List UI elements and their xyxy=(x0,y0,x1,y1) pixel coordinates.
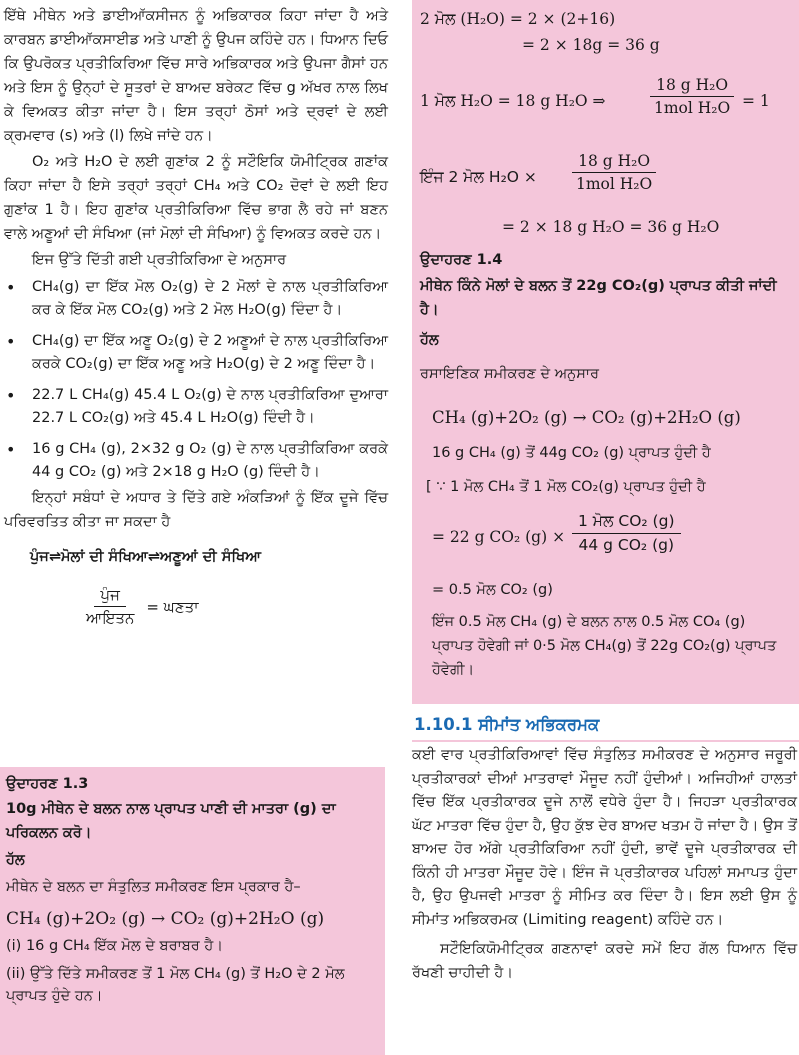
solution-intro: ਮੀਥੇਨ ਦੇ ਬਲਨ ਦਾ ਸੰਤੁਲਿਤ ਸਮੀਕਰਣ ਇਸ ਪ੍ਰਕਾਰ ਹੈ– xyxy=(6,879,301,895)
list-item: • CH₄(g) ਦਾ ਇੱਕ ਅਣੂ O₂(g) ਦੇ 2 ਅਣੂਆਂ ਦੇ ਨਾਲ ਪ੍ਰਤੀਕਿਰਿਆ ਕਰਕੇ CO₂(g) ਦਾ ਇੱਕ ਅਣੂ ਅਤੇ H₂O(g) ਦੇ 2 ਅਣੂ ਦਿੰਦਾ ਹੈ। xyxy=(6,332,388,372)
paragraph-stoichiometric-coefficients: O₂ ਅਤੇ H₂O ਦੇ ਲਈ ਗੁਣਾਂਕ 2 ਨੂੰ ਸਟੌਇਕਿ ਯੋਮੀਟ੍ਰਿਕ ਗਣਾਂਕ ਕਿਹਾ ਜਾਂਦਾ ਹੈ ਇਸੇ ਤਰ੍ਹਾਂ ਤਰ੍ਹਾਂ CH₄ ਅਤੇ CO₂ ਦੋਵਾਂ ਦੇ ਲਈ ਇਹ ਗੁਣਾਂਕ 1 ਹੈ। ਇਹ ਗੁਣਾਂਕ ਪ੍ਰਤੀਕਿਰਿਆ ਵਿੱਚ ਭਾਗ ਲੈ ਰਹੇ ਜਾਂ ਬਣਨ ਵਾਲੇ ਅਣੂਆਂ ਦੀ ਸੰਖਿਆ (ਜਾਂ ਮੋਲਾਂ ਦੀ ਸੰਖਿਆ) ਨੂੰ ਵਿਅਕਤ ਕਰਦੇ ਹਨ। xyxy=(4,154,388,242)
example-title: ਉਦਾਹਰਣ 1.3 xyxy=(6,776,89,792)
math-line: = 22 g CO₂ (g) × xyxy=(432,528,566,546)
math-line: [ ∵ 1 ਮੋਲ CH₄ ਤੋਂ 1 ਮੋਲ CO₂(g) ਪ੍ਰਾਪਤ ਹੁੰਦੀ ਹੈ xyxy=(426,479,706,495)
example-conclusion: ਇੰਜ 0.5 ਮੋਲ CH₄ (g) ਦੇ ਬਲਨ ਨਾਲ 0.5 ਮੋਲ CO₄ (g) ਪ੍ਰਾਪਤ ਹੋਵੇਗੀ ਜਾਂ 0·5 ਮੋਲ CH₄(g) ਤੋਂ 22g CO₂(g) ਪ੍ਰਾਪਤ ਹੋਵੇਗੀ। xyxy=(432,614,777,678)
density-formula xyxy=(80,586,392,627)
example-question: ਮੀਥੇਨ ਕਿੰਨੇ ਮੋਲਾਂ ਦੇ ਬਲਨ ਤੋਂ 22g CO₂(g) ਪ੍ਰਾਪਤ ਕੀਤੀ ਜਾਂਦੀ ਹੈ। xyxy=(420,278,777,318)
math-line: = 0.5 ਮੋਲ CO₂ (g) xyxy=(432,582,553,598)
list-item: • CH₄(g) ਦਾ ਇੱਕ ਮੋਲ O₂(g) ਦੇ 2 ਮੋਲਾਂ ਦੇ ਨਾਲ ਪ੍ਰਤੀਕਿਰਿਆ ਕਰ ਕੇ ਇੱਕ ਮੋਲ CO₂(g) ਅਤੇ 2 ਮੋਲ H₂O(g) ਦਿੰਦਾ ਹੈ। xyxy=(6,278,388,318)
section-heading: 1.10.1 ਸੀਮਾਂਤ ਅਭਿਕਰਮਕ xyxy=(414,715,600,734)
bullet-icon: • xyxy=(6,278,16,297)
solution-intro: ਰਸਾਇਣਿਕ ਸਮੀਕਰਣ ਦੇ ਅਨੁਸਾਰ xyxy=(420,366,600,382)
math-line: 1 ਮੋਲ H₂O = 18 g H₂O ⇒ xyxy=(420,92,606,110)
list-item: • 22.7 L CH₄(g) 45.4 L O₂(g) ਦੇ ਨਾਲ ਪ੍ਰਤੀਕਿਰਿਆ ਦੁਆਰਾ 22.7 L CO₂(g) ਅਤੇ 45.4 L H₂O(g) ਦਿੰਦੀ ਹੈ। xyxy=(6,386,388,426)
paragraph-reactants-products: ਇੱਥੇ ਮੀਥੇਨ ਅਤੇ ਡਾਈਆੱਕਸੀਜਨ ਨੂੰ ਅਭਿਕਾਰਕ ਕਿਹਾ ਜਾਂਦਾ ਹੈ ਅਤੇ ਕਾਰਬਨ ਡਾਈਆੱਕਸਾਈਡ ਅਤੇ ਪਾਣੀ ਨੂੰ ਉਪਜ ਕਹਿੰਦੇ ਹਨ। ਧਿਆਨ ਦਿਓ ਕਿ ਉਪਰੋਕਤ ਪ੍ਰਤੀਕਿਰਿਆ ਵਿੱਚ ਸਾਰੇ ਅਭਿਕਾਰਕ ਅਤੇ ਉਪਜਾ ਗੈਸਾਂ ਹਨ ਅਤੇ ਇਸ ਨੂੰ ਉਨ੍ਹਾਂ ਦੇ ਸੂਤਰਾਂ ਦੇ ਬਾਅਦ ਬਰੇਕਟ ਵਿੱਚ g ਅੱਖਰ ਨਾਲ ਲਿਖ ਕੇ ਵਿਅਕਤ ਕੀਤਾ ਜਾਂਦਾ ਹੈ। ਇਸ ਤਰ੍ਹਾਂ ਠੋਸਾਂ ਅਤੇ ਦ੍ਰਵਾਂ ਦੇ ਲਈ ਕ੍ਰਮਵਾਰ (s) ਅਤੇ (l) ਲਿਖੇ ਜਾਂਦੇ ਹਨ। xyxy=(4,8,388,144)
solution-step: (i) 16 g CH₄ ਇੱਕ ਮੋਲ ਦੇ ਬਰਾਬਰ ਹੈ। xyxy=(6,938,224,954)
paragraph-stoichiometry-note: ਸਟੌਇਕਿਯੋਮੀਟ੍ਰਿਕ ਗਣਨਾਵਾਂ ਕਰਦੇ ਸਮੇਂ ਇਹ ਗੱਲ ਧਿਆਨ ਵਿੱਚ ਰੱਖਣੀ ਚਾਹੀਦੀ ਹੈ। xyxy=(412,941,797,981)
math-line: 16 g CH₄ (g) ਤੋਂ 44g CO₂ (g) ਪ੍ਰਾਪਤ ਹੁੰਦੀ ਹੈ xyxy=(432,445,711,461)
combustion-equation: CH₄ (g)+2O₂ (g) → CO₂ (g)+2H₂O (g) xyxy=(6,909,325,929)
density-denominator: ਆਇਤਨ xyxy=(86,609,135,627)
bullet-icon: • xyxy=(6,440,16,459)
paragraph-conversion: ਇਨ੍ਹਾਂ ਸਬੰਧਾਂ ਦੇ ਅਧਾਰ ਤੇ ਦਿੱਤੇ ਗਏ ਅੰਕੜਿਆਂ ਨੂੰ ਇੱਕ ਦੂਜੇ ਵਿੱਚ ਪਰਿਵਰਤਿਤ ਕੀਤਾ ਜਾ ਸਕਦਾ ਹੈ xyxy=(4,490,388,530)
math-line: = 2 × 18g = 36 g xyxy=(522,36,660,54)
combustion-equation: CH₄ (g)+2O₂ (g) → CO₂ (g)+2H₂O (g) xyxy=(432,408,741,427)
density-result: = ਘਣਤਾ xyxy=(146,597,199,616)
left-column xyxy=(0,0,392,627)
section-body xyxy=(412,744,797,985)
list-item: • 16 g CH₄ (g), 2×32 g O₂ (g) ਦੇ ਨਾਲ ਪ੍ਰਤੀਕਿਰਿਆ ਕਰਕੇ 44 g CO₂ (g) ਅਤੇ 2×18 g H₂O (g) ਦਿੰਦੀ ਹੈ। xyxy=(6,440,388,480)
example-title: ਉਦਾਹਰਣ 1.4 xyxy=(420,252,503,268)
example-1-4-box xyxy=(412,0,799,704)
paragraph-limiting-reagent: ਕਈ ਵਾਰ ਪ੍ਰਤੀਕਿਰਿਆਵਾਂ ਵਿੱਚ ਸੰਤੁਲਿਤ ਸਮੀਕਰਣ ਦੇ ਅਨੁਸਾਰ ਜਰੂਰੀ ਪ੍ਰਤੀਕਾਰਕਾਂ ਦੀਆਂ ਮਾਤਰਾਵਾਂ ਮੌਜੂਦ ਨਹੀਂ ਹੁੰਦੀਆਂ। ਅਜਿਹੀਆਂ ਹਾਲਤਾਂ ਵਿੱਚ ਇੱਕ ਪ੍ਰਤੀਕਾਰਕ ਦੂਜੇ ਨਾਲੋਂ ਵਧੇਰੇ ਹੁੰਦਾ ਹੈ। ਜਿਹੜਾ ਪ੍ਰਤੀਕਾਰਕ ਘੱਟ ਮਾਤਰਾ ਵਿੱਚ ਹੁੰਦਾ ਹੈ, ਉਹ ਕੁੱਝ ਦੇਰ ਬਾਅਦ ਖਤਮ ਹੋ ਜਾਂਦਾ ਹੈ। ਉਸ ਤੋਂ ਬਾਅਦ ਹੋਰ ਅੱਗੇ ਪ੍ਰਤੀਕਿਰਿਆ ਨਹੀਂ ਹੁੰਦੀ, ਭਾਵੇਂ ਦੂਜੇ ਪ੍ਰਤੀਕਾਰਕ ਦੀ ਕਿੰਨੀ ਹੀ ਮਾਤਰਾ ਮੌਜੂਦ ਹੋਵੇ। ਇੰਜ ਜੋ ਪ੍ਰਤੀਕਾਰਕ ਪਹਿਲਾਂ ਸਮਾਪਤ ਹੁੰਦਾ ਹੈ, ਉਹ ਉਪਜਵੀ ਮਾਤਰਾ ਨੂੰ ਸੀਮਿਤ ਕਰ ਦਿੰਦਾ ਹੈ। ਇਸ ਲਈ ਉਸ ਨੂੰ ਸੀਮਾਂਤ ਅਭਿਕਰਮਕ (Limiting reagent) ਕਹਿੰਦੇ ਹਨ। xyxy=(412,747,797,928)
paragraph-according-to-reaction: ਇਜ ਉੱਤੇ ਦਿੱਤੀ ਗਈ ਪ੍ਰਤੀਕਿਰਿਆ ਦੇ ਅਨੁਸਾਰ xyxy=(32,252,287,268)
bullet-icon: • xyxy=(6,386,16,405)
density-numerator: ਪੁੰਜ xyxy=(94,586,125,607)
bullet-list xyxy=(0,276,392,484)
solution-steps xyxy=(6,935,379,1007)
bullet-icon: • xyxy=(6,332,16,351)
math-line: 2 ਮੋਲ (H₂O) = 2 × (2+16) xyxy=(420,10,616,28)
solution-label: ਹੱਲ xyxy=(420,332,439,348)
fraction: $\frac{\text{18 g H₂O}}{\text{1mol H₂O}}$ xyxy=(648,76,736,117)
fraction: $\frac{\text{1 ਮੋਲ CO₂ (g)}}{\text{44 g CO₂ (g)}}$ xyxy=(572,512,681,554)
fraction: $\frac{\text{18 g H₂O}}{\text{1mol H₂O}}$ xyxy=(570,152,658,193)
example-question: 10g ਮੀਥੇਨ ਦੇ ਬਲਨ ਨਾਲ ਪ੍ਰਾਪਤ ਪਾਣੀ ਦੀ ਮਾਤਰਾ (g) ਦਾ ਪਰਿਕਲਨ ਕਰੋ। xyxy=(6,801,336,841)
example-1-3-box xyxy=(0,767,385,1055)
solution-label: ਹੱਲ xyxy=(6,852,25,868)
math-line: = 1 xyxy=(742,92,770,110)
solution-step: (ii) ਉੱਤੇ ਦਿੱਤੇ ਸਮੀਕਰਣ ਤੋਂ 1 ਮੋਲ CH₄ (g) ਤੋਂ H₂O ਦੇ 2 ਮੋਲ ਪ੍ਰਾਪਤ ਹੁੰਦੇ ਹਨ। xyxy=(6,966,345,1004)
section-divider xyxy=(412,740,799,742)
mass-mole-molecule-relation: ਪੁੰਜ⇌ਮੋਲਾਂ ਦੀ ਸੰਖਿਆ⇌ਅਣੂਆਂ ਦੀ ਸੰਖਿਆ xyxy=(30,549,262,565)
math-line: = 2 × 18 g H₂O = 36 g H₂O xyxy=(502,218,720,236)
math-line: ਇੰਜ 2 ਮੋਲ H₂O × xyxy=(420,168,537,186)
